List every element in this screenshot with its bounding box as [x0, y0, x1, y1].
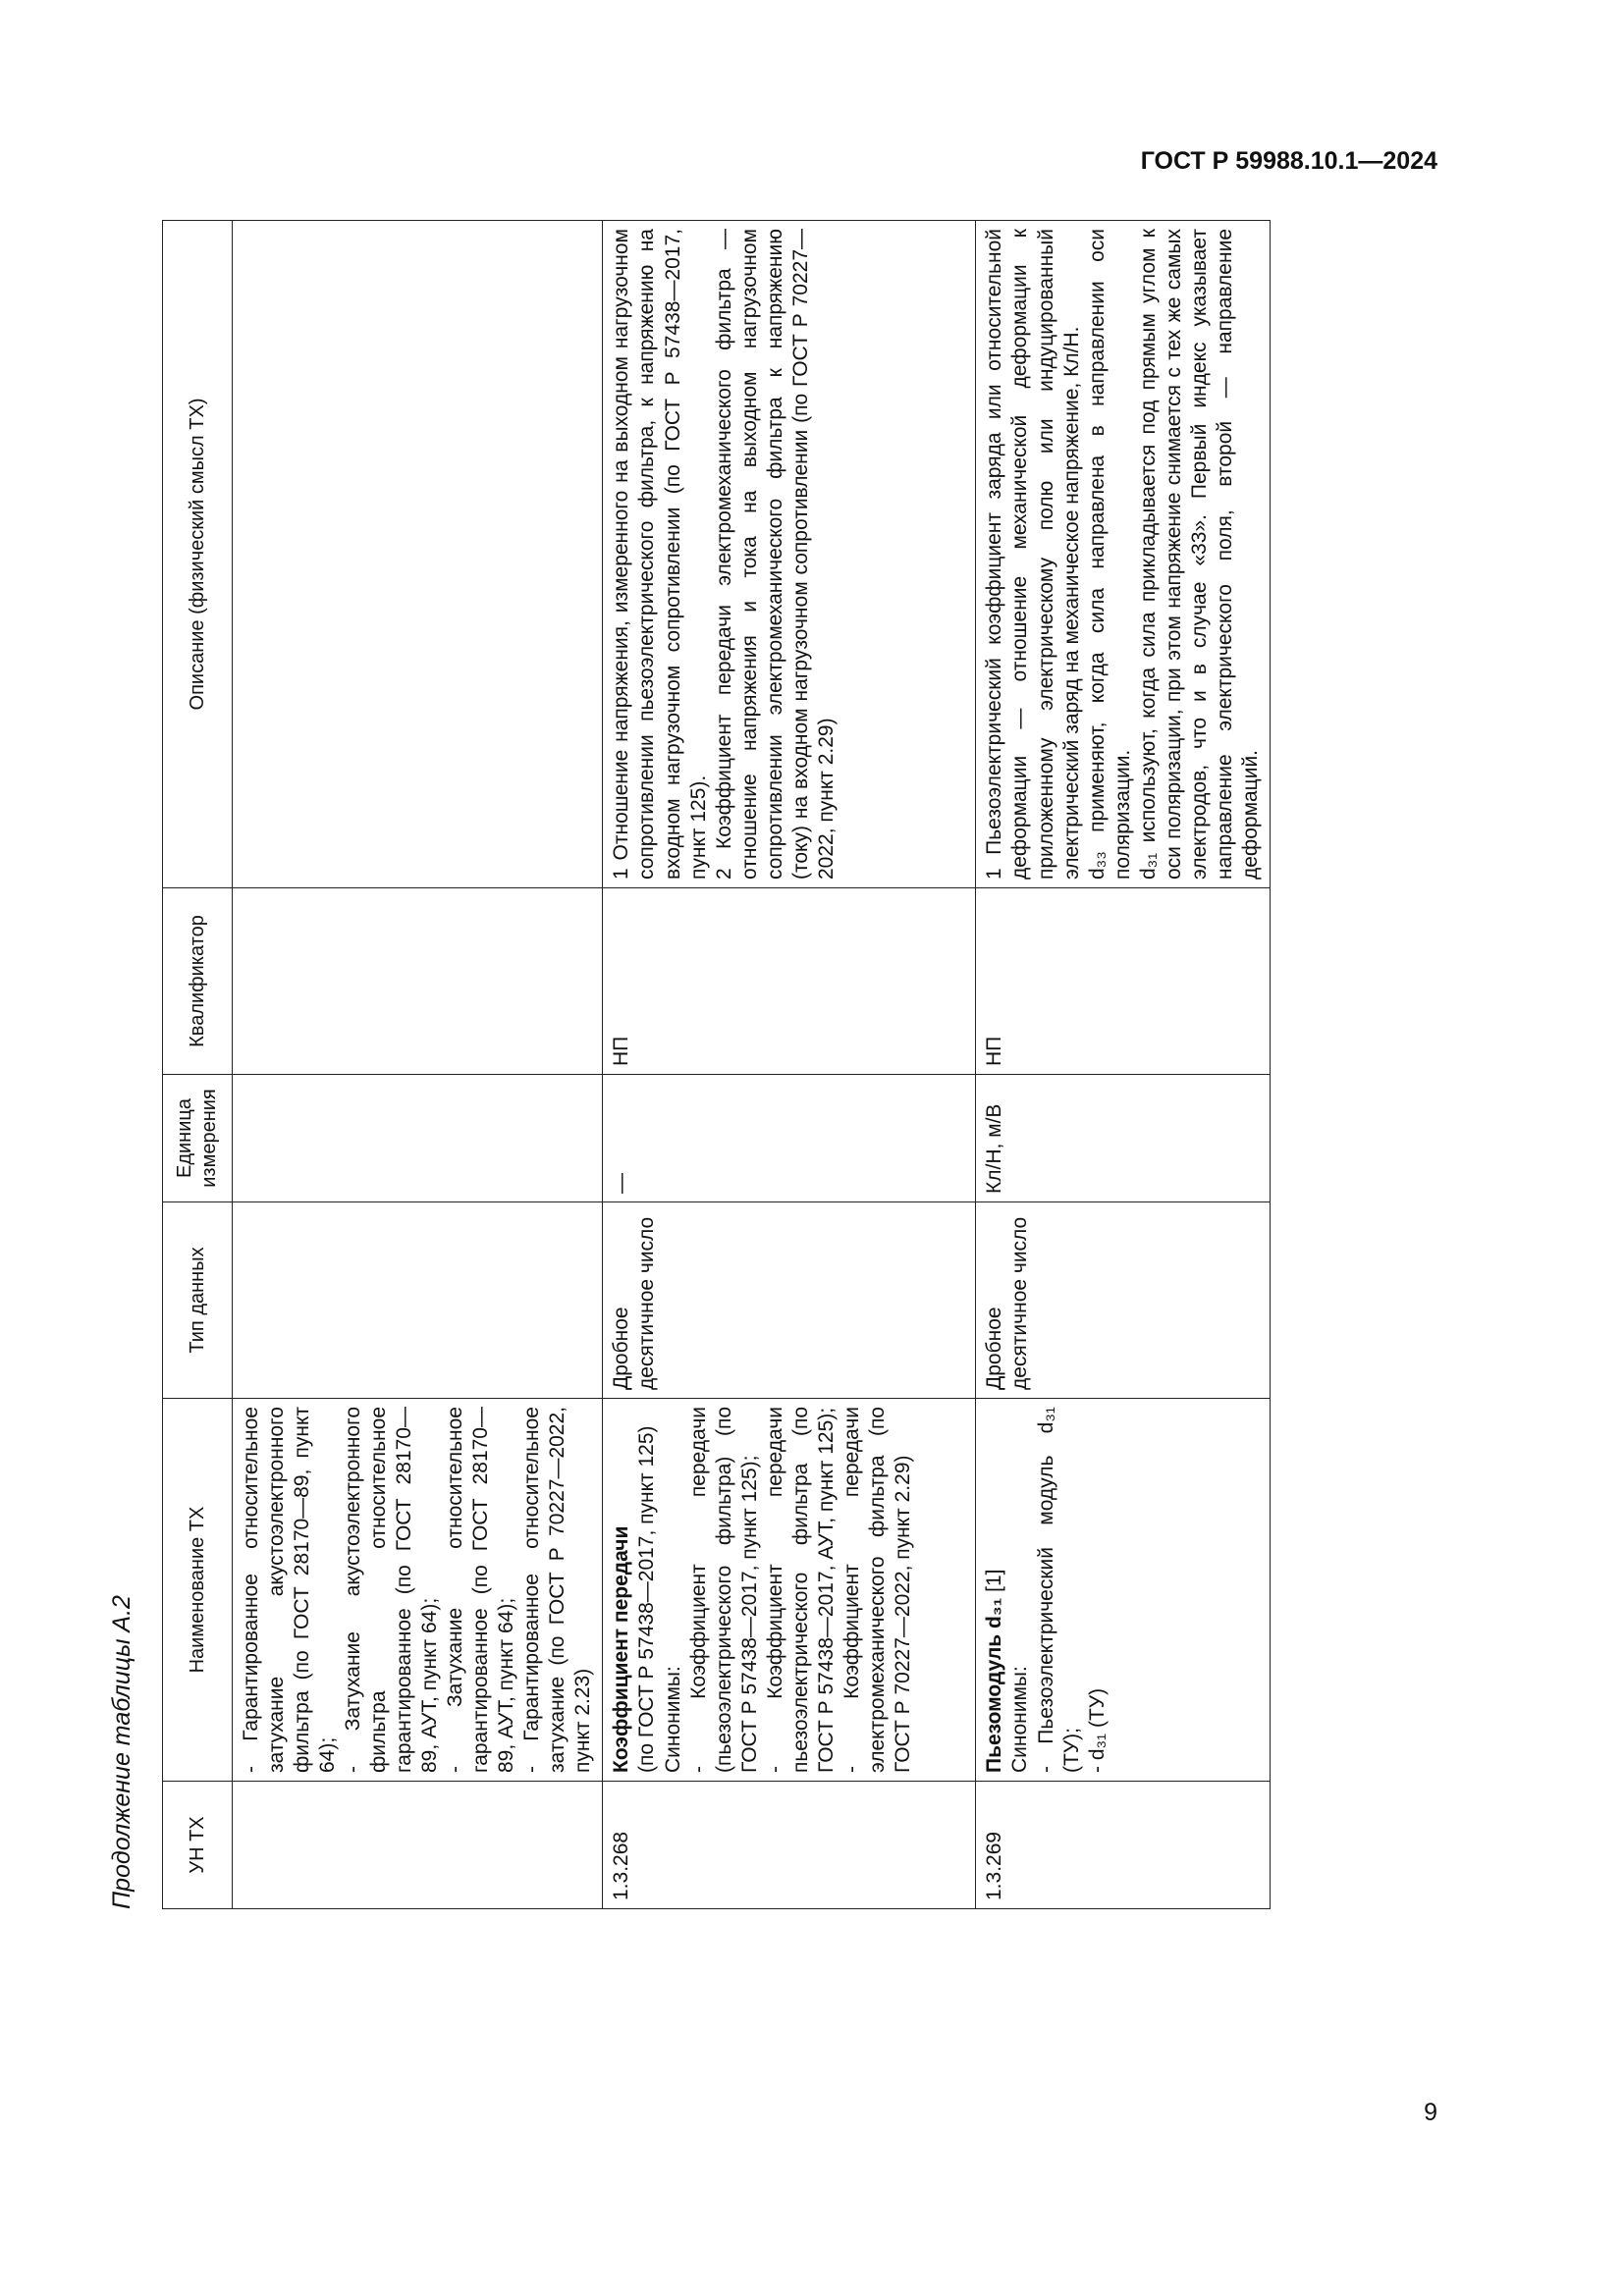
cell-unit: Кл/Н, м/В [976, 1075, 1270, 1202]
cell-qualifier: НП [976, 888, 1270, 1075]
description-line: d₃₁ используют, когда сила прикладывается под прямым углом к оси поляризации, при этом напряжение снимается с тех же самых электродов, что и в случае «33». Первый индекс указывает направление электрического поля, второй — направление деформаций. [1136, 229, 1262, 880]
cell-id: 1.3.269 [976, 1782, 1270, 1909]
name-title: Пьезомодуль d₃₁ [983, 1597, 1006, 1773]
table-row [976, 221, 1270, 1909]
description-line: 1 Отношение напряжения, измеренного на выходном нагрузочном сопротивлении пьезоэлектрического фильтра, к напряжению на входном нагрузочном сопротивлении (по ГОСТ Р 57438—2017, пункт 125). [610, 229, 710, 880]
standard-code: ГОСТ Р 59988.10.1—2024 [1140, 147, 1437, 175]
name-line: - Затухание относительное гарантированное (по ГОСТ 28170—89, АУТ, пункт 64); [444, 1407, 518, 1773]
name-line: - d₃₁ (ТУ) [1085, 1687, 1109, 1773]
table-caption: Продолжение таблицы А.2 [108, 1595, 135, 1909]
name-line: - Коэффициент передачи электромеханического фильтра (по ГОСТ Р 70227—2022, пункт 2.29) [839, 1407, 914, 1773]
col-header-description: Описание (физический смысл ТХ) [163, 221, 233, 888]
cell-unit: — [603, 1075, 976, 1202]
cell-description [233, 221, 603, 888]
name-title-line [982, 1407, 1007, 1773]
name-line: - Гарантированное относительное затухание (по ГОСТ Р 70227—2022, пункт 2.23) [520, 1407, 595, 1773]
name-title: Коэффициент передачи [610, 1525, 633, 1773]
cell-id: 1.3.268 [603, 1782, 976, 1909]
col-header-unit: Единица измерения [163, 1075, 233, 1202]
cell-datatype: Дробное десятичное число [976, 1202, 1270, 1399]
cell-unit [233, 1075, 603, 1202]
cell-qualifier [233, 888, 603, 1075]
cell-description [976, 221, 1270, 888]
cell-datatype [233, 1202, 603, 1399]
cell-description [603, 221, 976, 888]
description-line: 1 Пьезоэлектрический коэффициент заряда или относительной деформации — отношение механической деформации к приложенному электрическому полю или индуцированный электрический заряд на механическое напряжение, Кл/Н. [983, 229, 1083, 880]
cell-name [603, 1399, 976, 1782]
characteristics-table [162, 220, 1271, 1909]
table-row [603, 221, 976, 1909]
col-header-qualifier: Квалификатор [163, 888, 233, 1075]
name-line: - Пьезоэлектрический модуль d₃₁ (ТУ); [1034, 1407, 1083, 1773]
cell-name [976, 1399, 1270, 1782]
cell-id [233, 1782, 603, 1909]
name-line: - Коэффициент передачи пьезоэлектрического фильтра (по ГОСТ Р 57438—2017, АУТ, пункт 125); [763, 1407, 838, 1773]
name-line: Синонимы: [661, 1666, 684, 1773]
name-title-ref: [1] [983, 1569, 1006, 1592]
name-line: Синонимы: [1008, 1666, 1032, 1773]
cell-qualifier: НП [603, 888, 976, 1075]
name-line: - Коэффициент передачи (пьезоэлектрического фильтра) (по ГОСТ Р 57438—2017, пункт 125); [686, 1407, 761, 1773]
description-line: 2 Коэффициент передачи электромеханического фильтра — отношение напряжения и тока на выходном нагрузочном сопротивлении электромеханического фильтра к напряжению (току) на входном нагрузочном сопротивлении (по ГОСТ Р 70227—2022, пункт 2.29) [712, 229, 838, 880]
col-header-id: УН ТХ [163, 1782, 233, 1909]
name-line: - Затухание акустоэлектронного фильтра относительное гарантированное (по ГОСТ 28170—89, АУТ, пункт 64); [342, 1407, 442, 1773]
cell-datatype: Дробное десятичное число [603, 1202, 976, 1399]
page-number: 9 [1424, 2099, 1437, 2126]
col-header-name: Наименование ТХ [163, 1399, 233, 1782]
rotated-table-area [108, 221, 1306, 1909]
name-line: (по ГОСТ Р 57438—2017, пункт 125) [635, 1425, 659, 1773]
description-line: d₃₃ применяют, когда сила направлена в направлении оси поляризации. [1085, 229, 1134, 880]
cell-name [233, 1399, 603, 1782]
table-header-row [163, 221, 233, 1909]
table-row [233, 221, 603, 1909]
col-header-datatype: Тип данных [163, 1202, 233, 1399]
name-line: - Гарантированное относительное затухание акустоэлектронного фильтра (по ГОСТ 28170—89, пункт 64); [240, 1407, 340, 1773]
